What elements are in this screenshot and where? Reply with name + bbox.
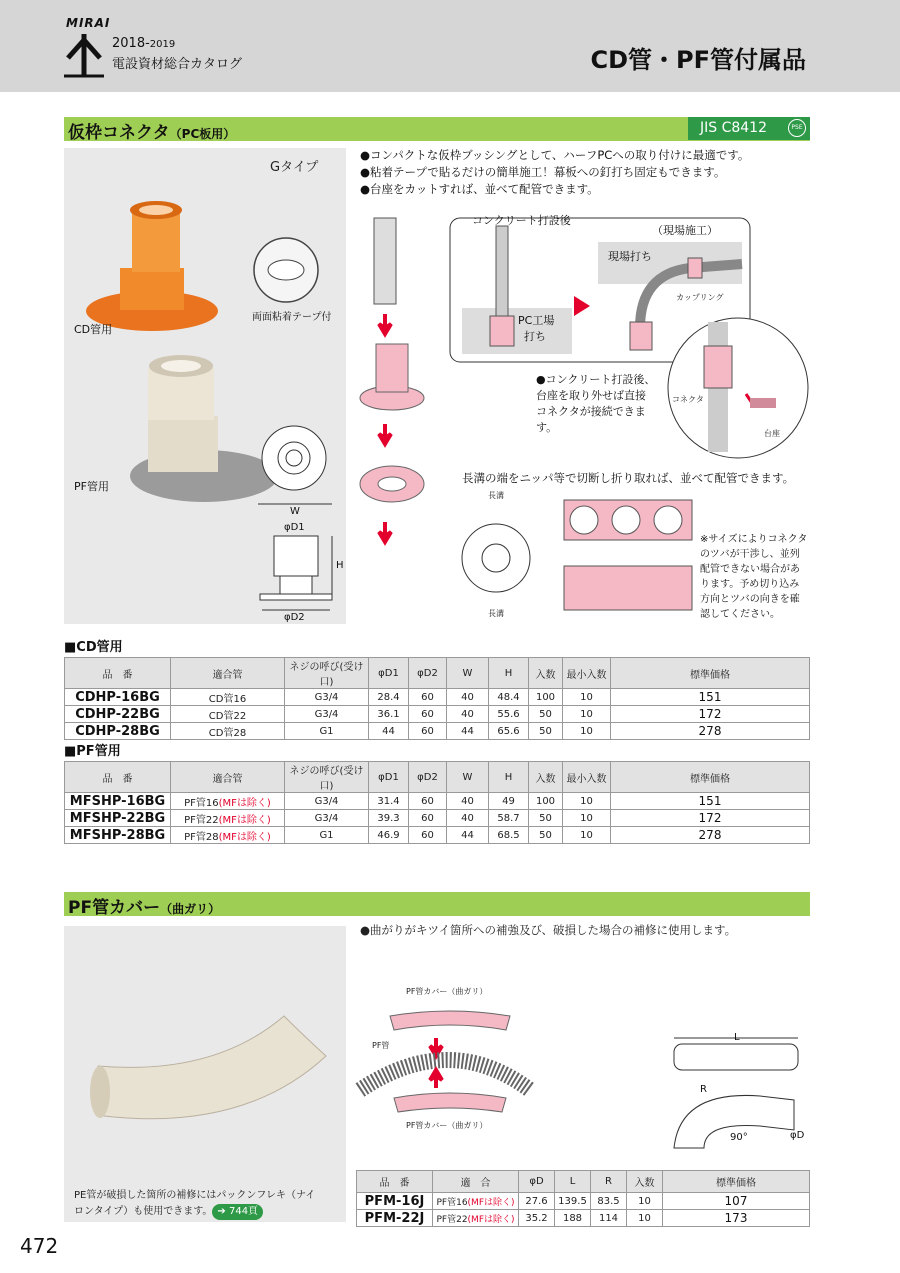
- reference-page-link[interactable]: ➔ 744頁: [212, 1204, 263, 1220]
- cd-spec-table: [64, 657, 810, 740]
- arrow-down-icon: [379, 522, 391, 542]
- long-groove-label-top: 長溝: [488, 491, 504, 500]
- cover-spec-table: [356, 1170, 810, 1227]
- cd-table-heading: ■CD管用: [64, 640, 123, 655]
- pf-table-heading: ■PF管用: [64, 744, 121, 759]
- pf-spec-table: [64, 761, 810, 844]
- cover-bottom-label: PF管カバー（曲ガリ）: [406, 1121, 488, 1130]
- table-row: CDHP-22BG CD管22 G3/4 36.1 60 40 55.6 50 10 172: [65, 706, 810, 723]
- product-photo-connector: [64, 148, 346, 624]
- g-type-label: Gタイプ: [270, 160, 319, 175]
- pf-label: PF管用: [74, 480, 109, 493]
- page-title: CD管・PF管付属品: [590, 46, 806, 74]
- size-note: ※サイズによりコネクタ のツバが干渉し、並列 配管できない場合があ ります。予め切り込み 方向とツバの向きを確 認してください。: [700, 534, 808, 620]
- product-photo-cover: [64, 926, 346, 1222]
- table-row: MFSHP-22BG PF管22(MFは除く) G3/4 39.3 60 40 58.7 50 10 172: [65, 810, 810, 827]
- pse-mark-icon: PSE: [788, 119, 806, 137]
- arrow-down-icon: [379, 314, 391, 334]
- pipe-label: PF管: [372, 1041, 390, 1050]
- coupling-label: カップリング: [676, 293, 724, 302]
- table-header-row: 品 番 適合管 ネジの呼び(受け口) φD1 φD2 W H 入数 最小入数 標準価格: [65, 658, 810, 689]
- site-cast-label: 現場打ち: [608, 250, 652, 263]
- dim-d-label: φD: [790, 1130, 805, 1141]
- jis-badge: JIS C8412 PSE: [688, 117, 810, 140]
- pc-factory-label-2: 打ち: [524, 330, 546, 343]
- page-number: 472: [20, 1234, 59, 1258]
- dim-d2-label: φD2: [284, 612, 305, 623]
- cut-note: 長溝の端をニッパ等で切断し折り取れば、並べて配管できます。: [462, 471, 795, 485]
- after-concrete-note: ●コンクリート打設後、 台座を取り外せば直接 コネクタが接続できま す。: [536, 373, 656, 434]
- connector-label: コネクタ: [672, 395, 704, 404]
- pc-factory-label-1: PC工場: [518, 314, 555, 327]
- section-title-cover: PF管カバー（曲ガリ）: [68, 898, 221, 918]
- table-header-row: 品 番 適合管 ネジの呼び(受け口) φD1 φD2 W H 入数 最小入数 標準価格: [65, 762, 810, 793]
- table-row: CDHP-28BG CD管28 G1 44 60 44 65.6 50 10 278: [65, 723, 810, 740]
- section-title-connector: 仮枠コネクタ（PC板用）: [68, 123, 236, 143]
- connector-features: [360, 147, 749, 198]
- table-row: PFM-16J PF管16(MFは除く) 27.6 139.5 83.5 10 107: [357, 1193, 810, 1210]
- site-work-label: （現場施工）: [652, 224, 718, 237]
- table-row: MFSHP-16BG PF管16(MFは除く) G3/4 31.4 60 40 49 100 10 151: [65, 793, 810, 810]
- catalog-name: 電設資材総合カタログ: [112, 57, 243, 72]
- feature-2: ●粘着テープで貼るだけの簡単施工！幕板への釘打ち固定もできます。: [360, 165, 726, 179]
- after-concrete-label: コンクリート打設後: [472, 214, 571, 227]
- page-header: [0, 0, 900, 92]
- arrow-down-icon: [379, 424, 391, 444]
- cover-illustration: [64, 926, 346, 1222]
- long-groove-label-bottom: 長溝: [488, 609, 504, 618]
- dim-h-label: H: [336, 560, 344, 571]
- dim-d1-label: φD1: [284, 522, 305, 533]
- arrow-down-icon: [430, 1038, 442, 1056]
- catalog-year: 2018-2019: [112, 36, 176, 51]
- feature-1: ●コンパクトな仮枠ブッシングとして、ハーフPCへの取り付けに最適です。: [360, 148, 750, 162]
- brand-name: MIRAI: [66, 16, 111, 30]
- cover-top-label: PF管カバー（曲ガリ）: [406, 987, 488, 996]
- table-row: MFSHP-28BG PF管28(MFは除く) G1 46.9 60 44 68.5 50 10 278: [65, 827, 810, 844]
- tape-label: 両面粘着テープ付: [252, 312, 332, 323]
- dim-r-label: R: [700, 1084, 707, 1095]
- base-label: 台座: [764, 429, 780, 438]
- table-row: PFM-22J PF管22(MFは除く) 35.2 188 114 10 173: [357, 1210, 810, 1227]
- connector-illustration: [64, 148, 346, 624]
- feature-3: ●台座をカットすれば、並べて配管できます。: [360, 182, 599, 196]
- table-header-row: 品 番 適 合 φD L R 入数 標準価格: [357, 1171, 810, 1193]
- cd-label: CD管用: [74, 323, 113, 336]
- dim-angle-label: 90°: [730, 1132, 748, 1143]
- dim-w-label: W: [290, 506, 300, 517]
- arrow-up-icon: [430, 1070, 442, 1088]
- dim-l-label: L: [734, 1032, 740, 1043]
- table-row: CDHP-16BG CD管16 G3/4 28.4 60 40 48.4 100 10 151: [65, 689, 810, 706]
- photo-note: PE管が破損した箇所の補修にはパックンフレキ（ナイ ロンタイプ）も使用できます。 ➔ 744頁: [74, 1188, 315, 1220]
- cover-feature: ●曲がりがキツイ箇所への補強及び、破損した場合の補修に使用します。: [360, 923, 737, 937]
